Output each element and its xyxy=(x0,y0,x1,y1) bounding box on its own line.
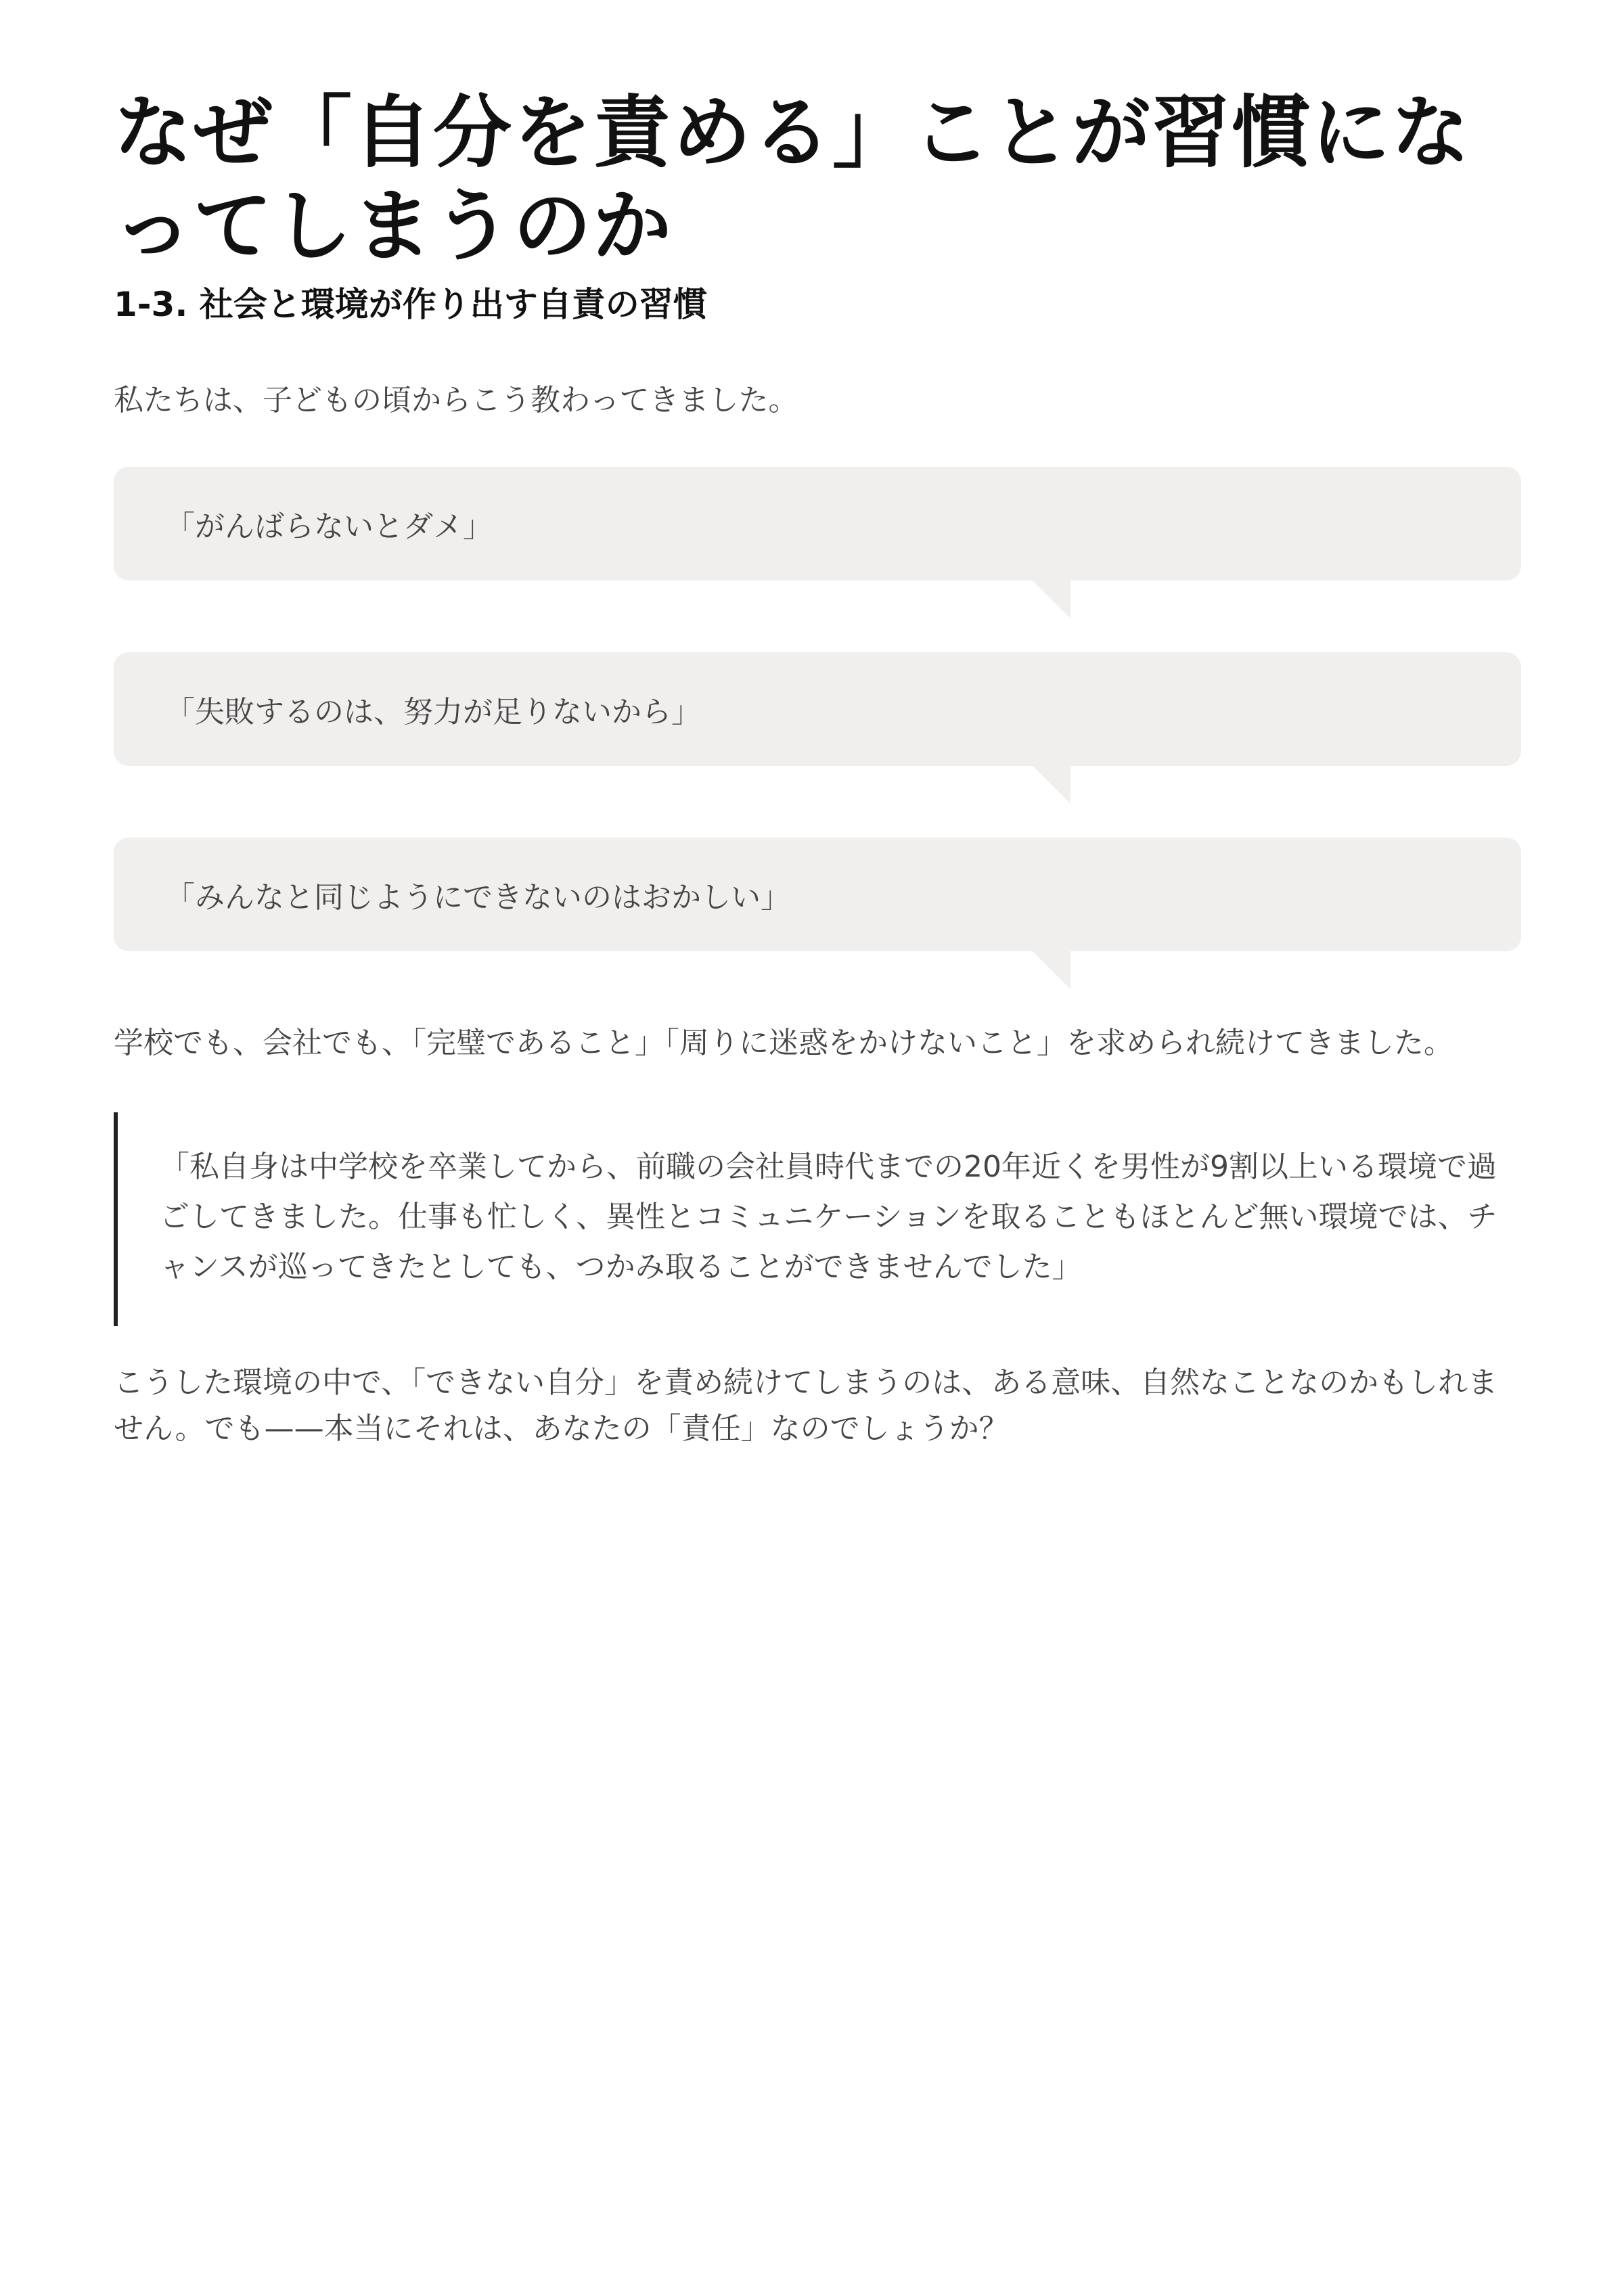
school-paragraph: 学校でも、会社でも、「完璧であること」「周りに迷惑をかけないこと」を求められ続けてきました。 xyxy=(114,1026,1453,1060)
speech-bubble: 「みんなと同じようにできないのはおかしい」 xyxy=(114,838,1521,951)
page-title: なぜ「自分を責める」ことが習慣になってしまうのか xyxy=(114,87,1471,272)
blockquote: 「私自身は中学校を卒業してから、前職の会社員時代までの20年近くを男性が9割以上いる環境で過ごしてきました。仕事も忙しく、異性とコミュニケーションを取ることもほとんど無い環境では、チャンスが巡ってきたとしても、つかみ取ることができませんでした」 xyxy=(114,1112,1521,1326)
section-subtitle: 1-3. 社会と環境が作り出す自責の習慣 xyxy=(114,285,707,324)
intro-paragraph: 私たちは、子どもの頃からこう教わってきました。 xyxy=(114,383,798,417)
speech-bubble: 「がんばらないとダメ」 xyxy=(114,467,1521,581)
closing-paragraph: こうした環境の中で、「できない自分」を責め続けてしまうのは、ある意味、自然なことなのかもしれません。でも——本当にそれは、あなたの「責任」なのでしょうか？ xyxy=(114,1365,1498,1446)
document-page xyxy=(114,0,1521,1452)
speech-bubble: 「失敗するのは、努力が足りないから」 xyxy=(114,652,1521,766)
